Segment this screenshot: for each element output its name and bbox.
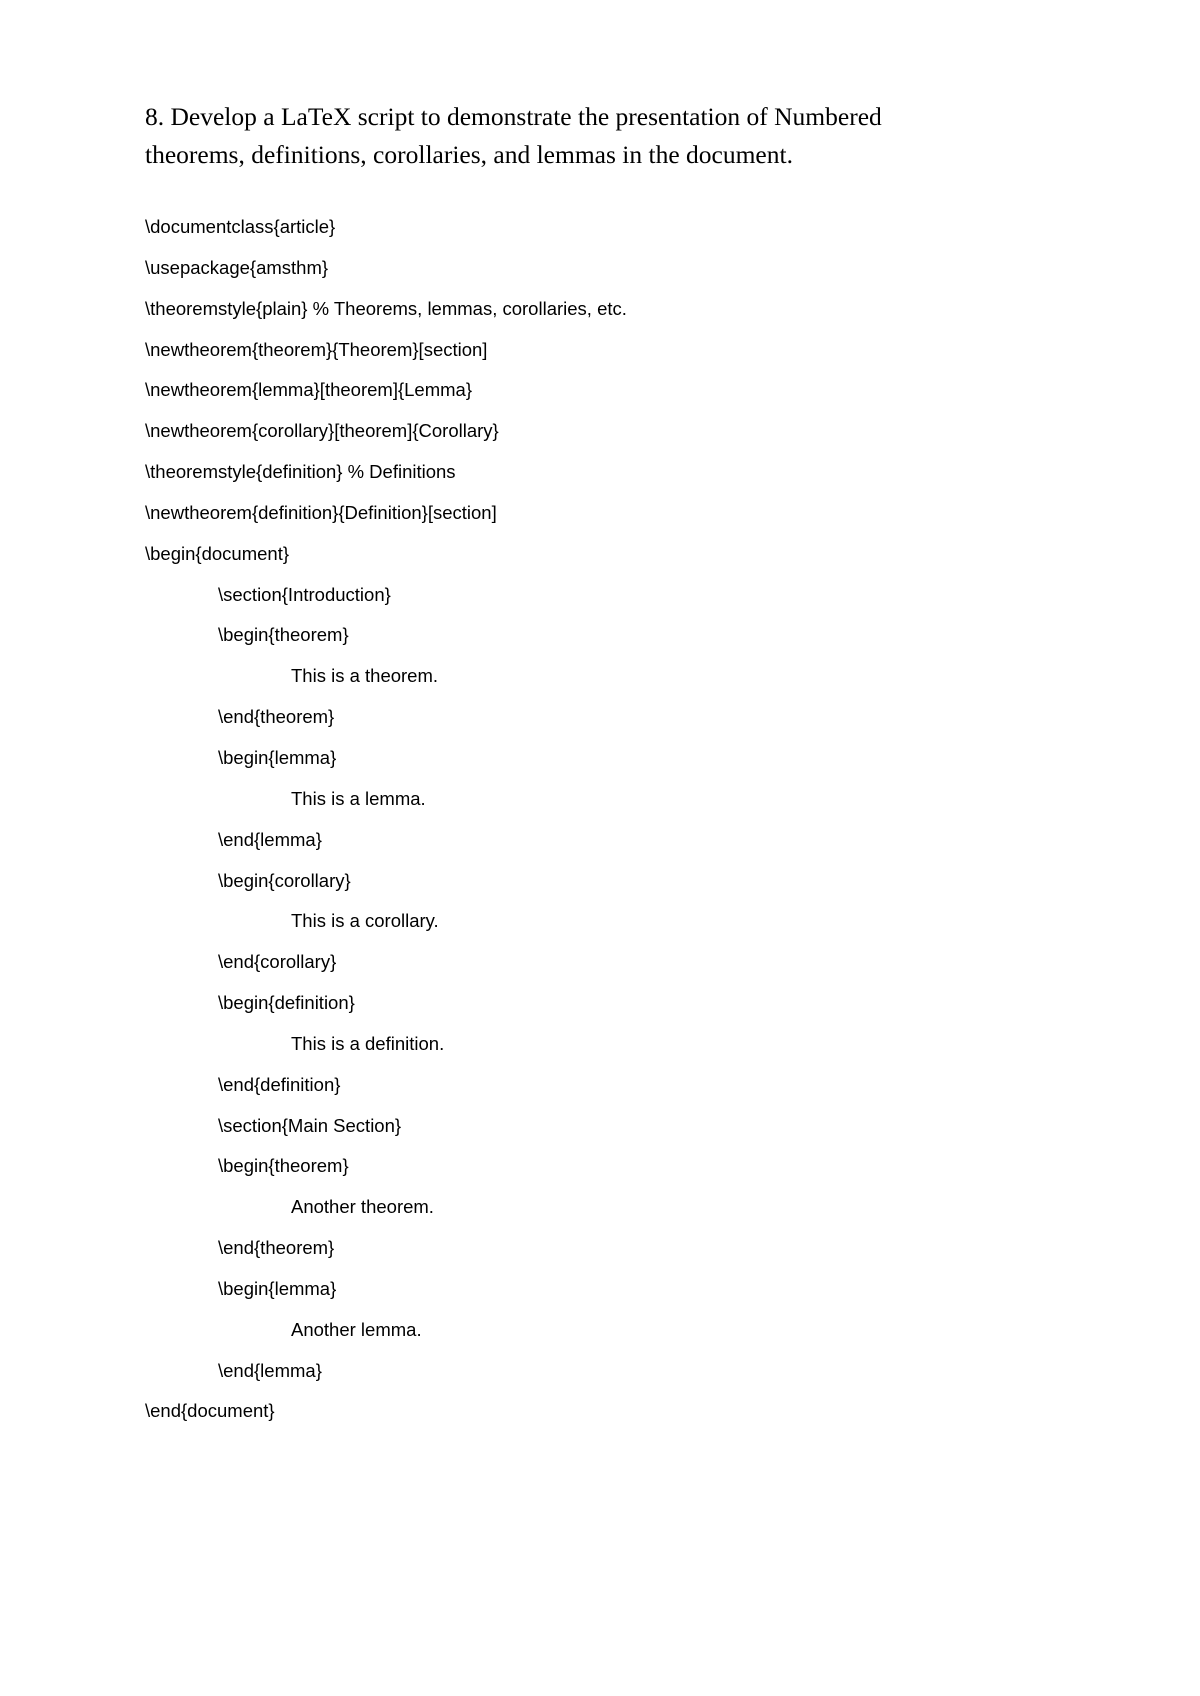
code-line xyxy=(145,621,1145,662)
code-line-text: This is a lemma. xyxy=(291,787,426,809)
code-line xyxy=(145,1152,1145,1193)
code-line-text: This is a theorem. xyxy=(291,665,439,687)
heading-line-1: 8. Develop a LaTeX script to demonstrate the presentation of Numbered xyxy=(145,102,882,131)
code-line-text: \section{Introduction} xyxy=(218,583,391,605)
code-line-text: \begin{document} xyxy=(145,542,290,564)
code-line-text: \newtheorem{corollary}[theorem]{Corollary} xyxy=(145,420,499,442)
question-heading xyxy=(145,98,1125,174)
code-line xyxy=(145,376,1145,417)
code-line-text: \end{document} xyxy=(145,1400,275,1422)
code-line-text: \section{Main Section} xyxy=(218,1114,402,1136)
code-line xyxy=(145,867,1145,908)
code-line xyxy=(145,581,1145,622)
code-line-text: \end{theorem} xyxy=(218,1237,335,1259)
code-line-text: Another theorem. xyxy=(291,1196,434,1218)
code-line xyxy=(145,744,1145,785)
code-line-text: \newtheorem{theorem}{Theorem}[section] xyxy=(145,338,488,360)
code-line xyxy=(145,417,1145,458)
code-line xyxy=(145,948,1145,989)
code-line-text: \newtheorem{lemma}[theorem]{Lemma} xyxy=(145,379,473,401)
code-line-text: \begin{lemma} xyxy=(218,1277,337,1299)
code-line-text: Another lemma. xyxy=(291,1318,422,1340)
code-line xyxy=(145,662,1145,703)
code-line xyxy=(145,1030,1145,1071)
code-line xyxy=(145,1316,1145,1357)
code-line-text: \newtheorem{definition}{Definition}[section] xyxy=(145,501,497,523)
code-line xyxy=(145,703,1145,744)
code-line xyxy=(145,295,1145,336)
code-line-text: This is a corollary. xyxy=(291,910,439,932)
code-line-text: \begin{lemma} xyxy=(218,746,337,768)
code-line-text: \begin{theorem} xyxy=(218,1155,349,1177)
code-line xyxy=(145,907,1145,948)
code-line-text: \begin{definition} xyxy=(218,992,355,1014)
latex-code-block xyxy=(145,213,1145,1438)
code-line-text: \end{definition} xyxy=(218,1073,341,1095)
code-line xyxy=(145,213,1145,254)
code-line xyxy=(145,1071,1145,1112)
heading-line-2: theorems, definitions, corollaries, and lemmas in the document. xyxy=(145,140,793,169)
code-line xyxy=(145,826,1145,867)
code-line-text: \usepackage{amsthm} xyxy=(145,256,329,278)
code-line-text: \begin{corollary} xyxy=(218,869,351,891)
code-line xyxy=(145,989,1145,1030)
code-line-text: \begin{theorem} xyxy=(218,624,349,646)
code-line xyxy=(145,458,1145,499)
code-line xyxy=(145,254,1145,295)
code-line-text: \theoremstyle{definition} % Definitions xyxy=(145,461,456,483)
code-line xyxy=(145,540,1145,581)
code-line-text: \documentclass{article} xyxy=(145,216,336,237)
code-line-text: \end{lemma} xyxy=(218,1359,322,1381)
code-line xyxy=(145,499,1145,540)
code-line xyxy=(145,1193,1145,1234)
code-line-text: \end{theorem} xyxy=(218,706,335,728)
code-line xyxy=(145,1397,1145,1438)
code-line xyxy=(145,336,1145,377)
code-line xyxy=(145,1234,1145,1275)
code-line-text: \theoremstyle{plain} % Theorems, lemmas, corollaries, etc. xyxy=(145,297,627,319)
code-line xyxy=(145,1357,1145,1398)
code-line-text: This is a definition. xyxy=(291,1032,445,1054)
code-line-text: \end{corollary} xyxy=(218,951,337,973)
code-line-text: \end{lemma} xyxy=(218,828,322,850)
code-line xyxy=(145,1275,1145,1316)
code-line xyxy=(145,785,1145,826)
code-line xyxy=(145,1112,1145,1153)
